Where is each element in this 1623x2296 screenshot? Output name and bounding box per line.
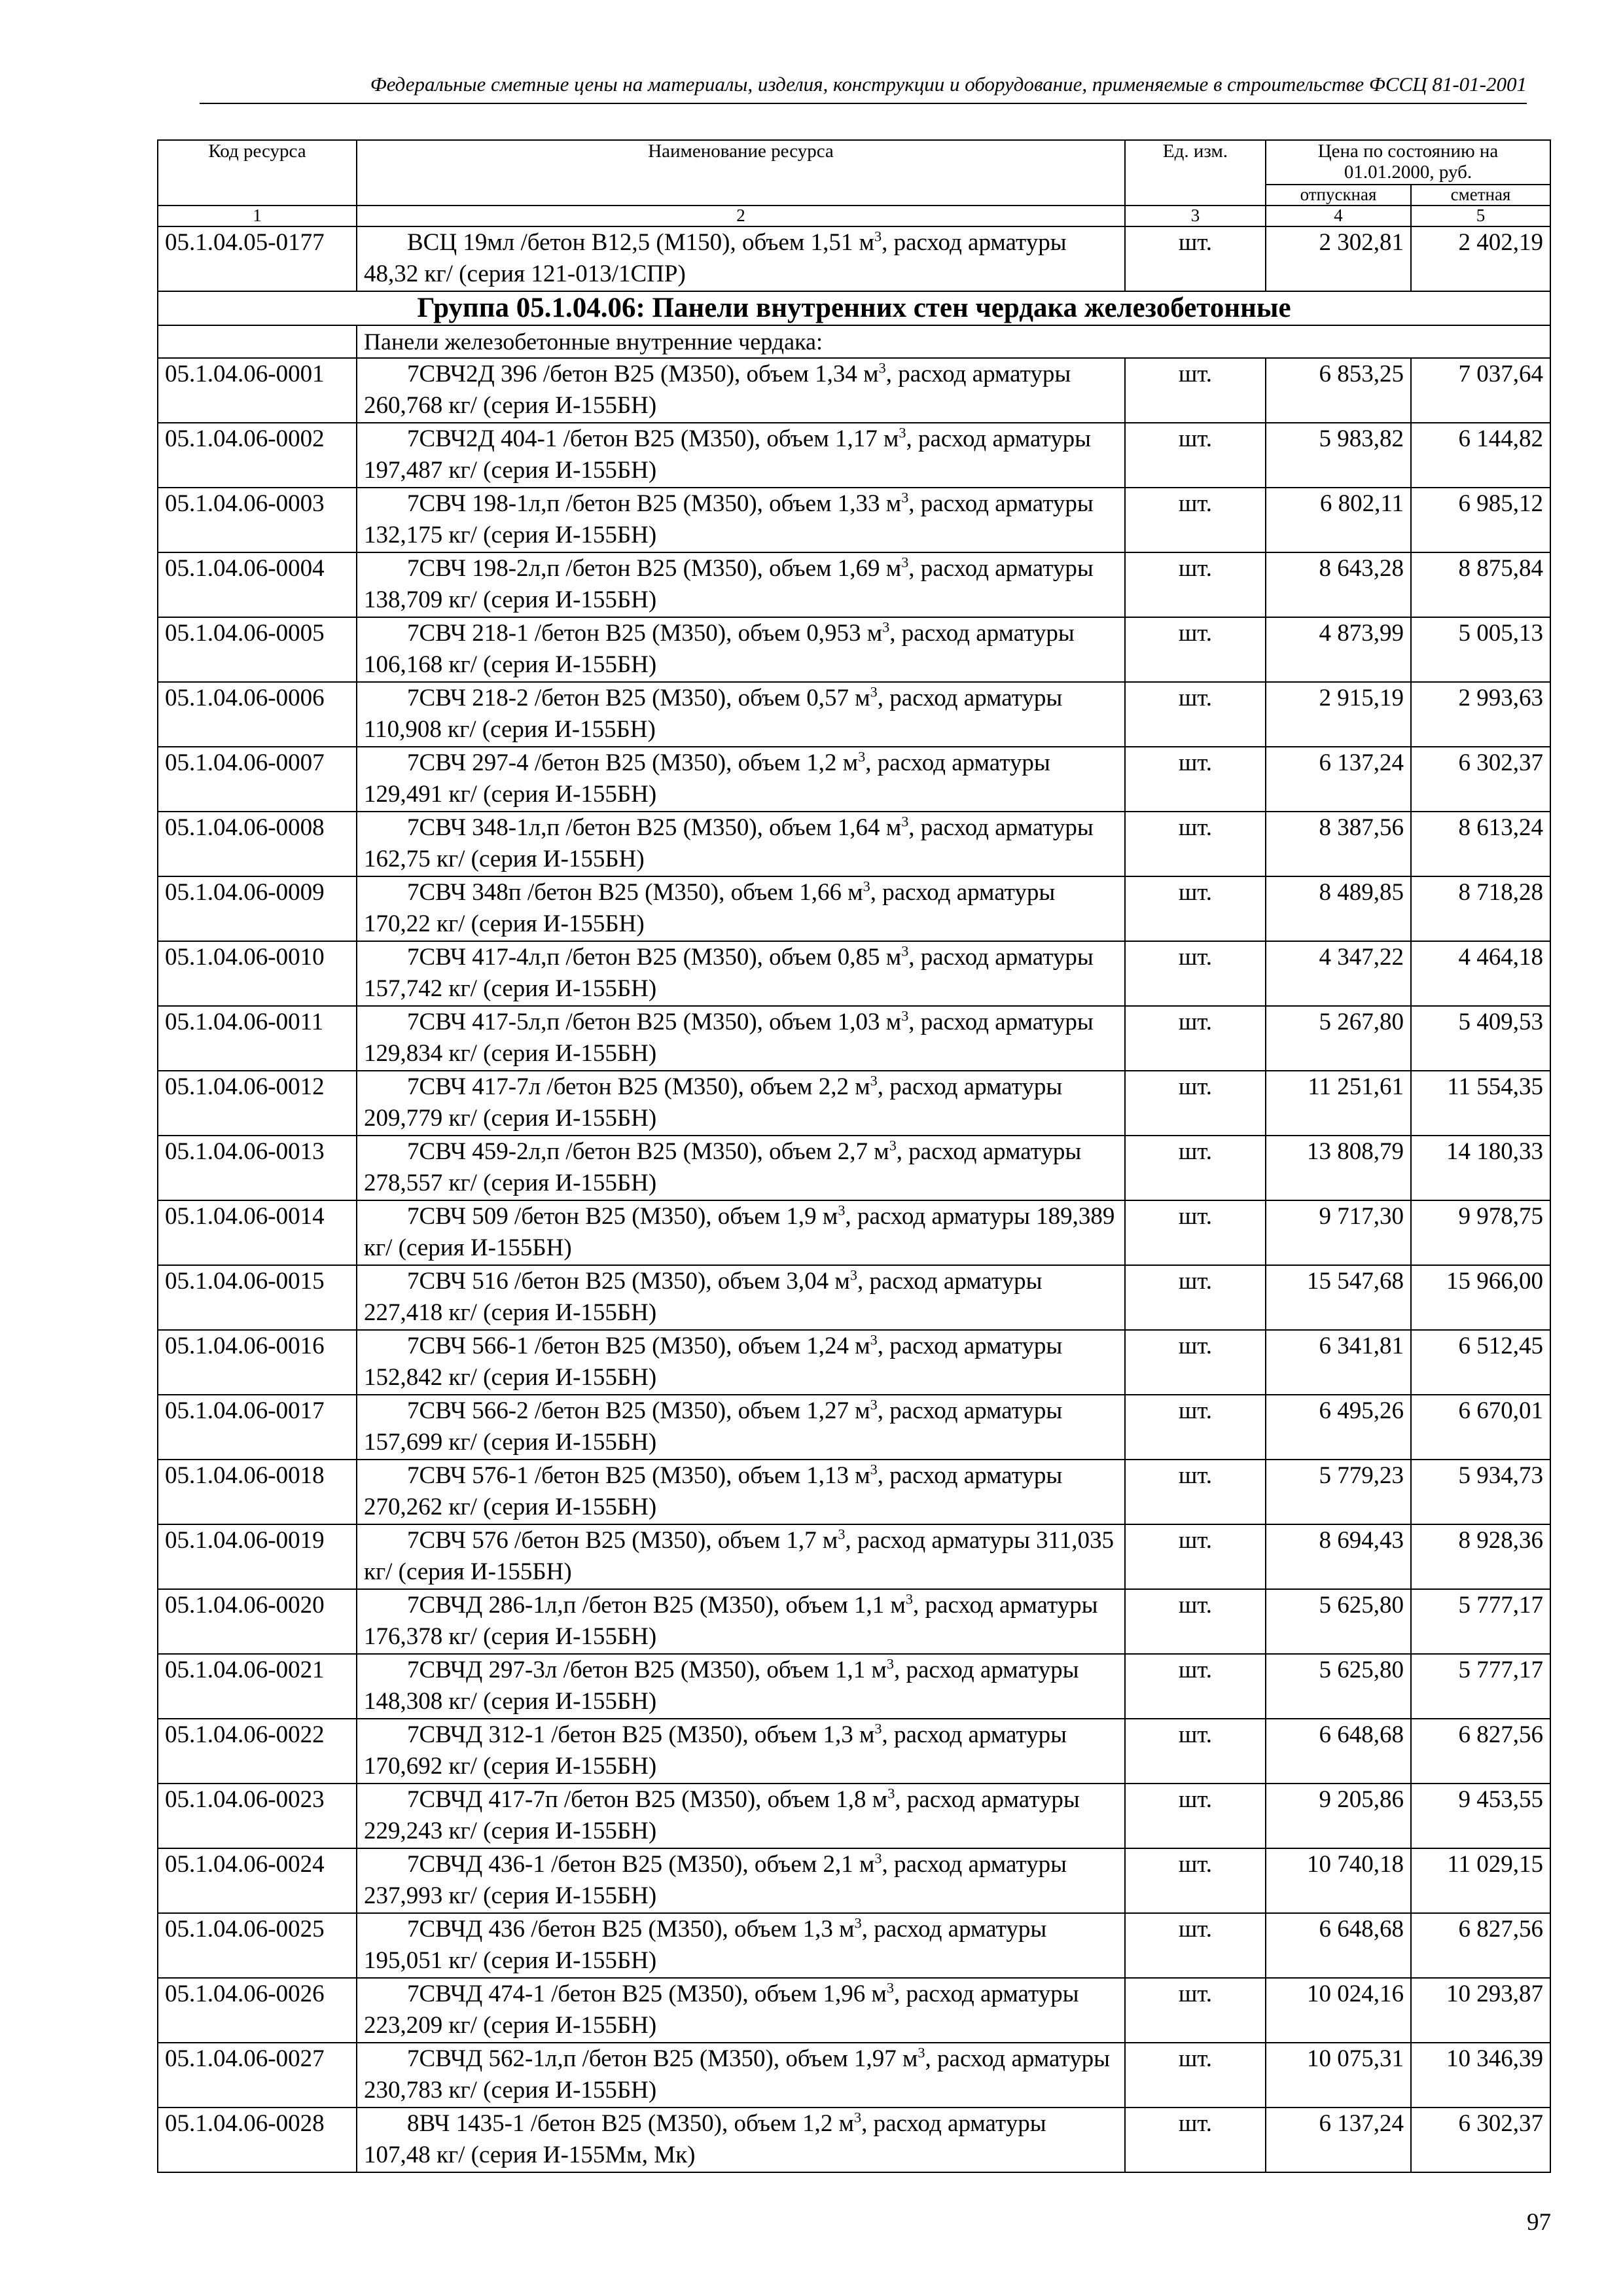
group-subtitle: Панели железобетонные внутренние чердака: [357, 325, 1550, 358]
resource-code: 05.1.04.06-0009 [158, 876, 357, 941]
release-price: 6 137,24 [1266, 747, 1411, 812]
resource-name: 7СВЧ 566-1 /бетон В25 (М350), объем 1,24 $м^3$, расход арматуры 152,842 кг/ (серия И-155БН) [357, 1330, 1125, 1395]
release-price: 8 694,43 [1266, 1524, 1411, 1589]
resource-name: 7СВЧ 218-1 /бетон В25 (М350), объем 0,953 $м^3$, расход арматуры 106,168 кг/ (серия И-155БН) [357, 617, 1125, 682]
table-row [158, 941, 1550, 1006]
resource-name: 8ВЧ 1435-1 /бетон В25 (М350), объем 1,2 $м^3$, расход арматуры 107,48 кг/ (серия И-155Мм, Мк) [357, 2108, 1125, 2172]
resource-code: 05.1.04.06-0006 [158, 682, 357, 747]
header-code: Код ресурса [158, 140, 357, 206]
resource-code: 05.1.04.06-0019 [158, 1524, 357, 1589]
estimate-price: 5 409,53 [1411, 1006, 1550, 1071]
resource-name: 7СВЧД 436 /бетон В25 (М350), объем 1,3 $м^3$, расход арматуры 195,051 кг/ (серия И-155БН) [357, 1913, 1125, 1978]
header-price-group: Цена по состоянию на 01.01.2000, руб. [1266, 140, 1550, 185]
estimate-price: 14 180,33 [1411, 1136, 1550, 1200]
release-price: 6 648,68 [1266, 1719, 1411, 1784]
resource-name: 7СВЧ 459-2л,п /бетон В25 (М350), объем 2,7 $м^3$, расход арматуры 278,557 кг/ (серия И-155БН) [357, 1136, 1125, 1200]
table-row [158, 552, 1550, 617]
unit: шт. [1125, 617, 1266, 682]
release-price: 15 547,68 [1266, 1265, 1411, 1330]
unit: шт. [1125, 1136, 1266, 1200]
resource-code: 05.1.04.06-0005 [158, 617, 357, 682]
resource-code: 05.1.04.06-0025 [158, 1913, 357, 1978]
estimate-price: 4 464,18 [1411, 941, 1550, 1006]
resource-name: 7СВЧ 218-2 /бетон В25 (М350), объем 0,57 $м^3$, расход арматуры 110,908 кг/ (серия И-155БН) [357, 682, 1125, 747]
page-number: 97 [1527, 2209, 1551, 2236]
estimate-price: 6 144,82 [1411, 423, 1550, 488]
resource-code: 05.1.04.05-0177 [158, 226, 357, 291]
running-header: Федеральные сметные цены на материалы, изделия, конструкции и оборудование, применяемые в строительстве ФССЦ 81-01-2001 [370, 73, 1527, 96]
table-row [158, 423, 1550, 488]
table-row [158, 1978, 1550, 2043]
table-row [158, 747, 1550, 812]
table-row [158, 488, 1550, 552]
resource-name: 7СВЧ 566-2 /бетон В25 (М350), объем 1,27 $м^3$, расход арматуры 157,699 кг/ (серия И-155БН) [357, 1395, 1125, 1460]
resource-code: 05.1.04.06-0020 [158, 1589, 357, 1654]
release-price: 4 347,22 [1266, 941, 1411, 1006]
resource-name: 7СВЧД 474-1 /бетон В25 (М350), объем 1,96 $м^3$, расход арматуры 223,209 кг/ (серия И-155БН) [357, 1978, 1125, 2043]
unit: шт. [1125, 1589, 1266, 1654]
table-row [158, 1719, 1550, 1784]
table-row [158, 2043, 1550, 2108]
unit: шт. [1125, 876, 1266, 941]
estimate-price: 10 346,39 [1411, 2043, 1550, 2108]
resource-name: 7СВЧ 509 /бетон В25 (М350), объем 1,9 $м^3$, расход арматуры 189,389 кг/ (серия И-155БН) [357, 1200, 1125, 1265]
release-price: 5 625,80 [1266, 1589, 1411, 1654]
resource-code: 05.1.04.06-0013 [158, 1136, 357, 1200]
release-price: 9 717,30 [1266, 1200, 1411, 1265]
resource-name: 7СВЧ 198-1л,п /бетон В25 (М350), объем 1,33 $м^3$, расход арматуры 132,175 кг/ (серия И-155БН) [357, 488, 1125, 552]
unit: шт. [1125, 552, 1266, 617]
unit: шт. [1125, 488, 1266, 552]
unit: шт. [1125, 2108, 1266, 2172]
group-title: Группа 05.1.04.06: Панели внутренних стен чердака железобетонные [158, 291, 1550, 325]
table-row [158, 226, 1550, 291]
unit: шт. [1125, 747, 1266, 812]
resource-code: 05.1.04.06-0023 [158, 1784, 357, 1848]
release-price: 6 495,26 [1266, 1395, 1411, 1460]
resource-name: 7СВЧ 348-1л,п /бетон В25 (М350), объем 1,64 $м^3$, расход арматуры 162,75 кг/ (серия И-155БН) [357, 812, 1125, 876]
estimate-price: 15 966,00 [1411, 1265, 1550, 1330]
group-heading-row [158, 291, 1550, 325]
estimate-price: 9 978,75 [1411, 1200, 1550, 1265]
table-row [158, 1654, 1550, 1719]
resource-code: 05.1.04.06-0008 [158, 812, 357, 876]
resource-name: 7СВЧ 198-2л,п /бетон В25 (М350), объем 1,69 $м^3$, расход арматуры 138,709 кг/ (серия И-155БН) [357, 552, 1125, 617]
estimate-price: 6 302,37 [1411, 747, 1550, 812]
table-row [158, 1265, 1550, 1330]
resource-name: 7СВЧ 516 /бетон В25 (М350), объем 3,04 $м^3$, расход арматуры 227,418 кг/ (серия И-155БН) [357, 1265, 1125, 1330]
release-price: 10 075,31 [1266, 2043, 1411, 2108]
release-price: 9 205,86 [1266, 1784, 1411, 1848]
header-name: Наименование ресурса [357, 140, 1125, 206]
estimate-price: 8 718,28 [1411, 876, 1550, 941]
release-price: 11 251,61 [1266, 1071, 1411, 1136]
unit: шт. [1125, 812, 1266, 876]
estimate-price: 2 402,19 [1411, 226, 1550, 291]
resource-code: 05.1.04.06-0022 [158, 1719, 357, 1784]
resource-name: ВСЦ 19мл /бетон В12,5 (М150), объем 1,51 $м^3$, расход арматуры 48,32 кг/ (серия 121-013/1СПР) [357, 226, 1125, 291]
column-number: 1 [158, 206, 357, 226]
resource-name: 7СВЧ2Д 396 /бетон В25 (М350), объем 1,34 $м^3$, расход арматуры 260,768 кг/ (серия И-155БН) [357, 358, 1125, 423]
release-price: 6 648,68 [1266, 1913, 1411, 1978]
table-row [158, 1330, 1550, 1395]
table-row [158, 2108, 1550, 2172]
table-row [158, 1524, 1550, 1589]
unit: шт. [1125, 1524, 1266, 1589]
unit: шт. [1125, 1330, 1266, 1395]
resource-code: 05.1.04.06-0016 [158, 1330, 357, 1395]
release-price: 8 387,56 [1266, 812, 1411, 876]
resource-name: 7СВЧД 417-7п /бетон В25 (М350), объем 1,8 $м^3$, расход арматуры 229,243 кг/ (серия И-155БН) [357, 1784, 1125, 1848]
unit: шт. [1125, 1200, 1266, 1265]
estimate-price: 5 005,13 [1411, 617, 1550, 682]
header-rule [200, 103, 1527, 104]
estimate-price: 6 985,12 [1411, 488, 1550, 552]
resource-name: 7СВЧ2Д 404-1 /бетон В25 (М350), объем 1,17 $м^3$, расход арматуры 197,487 кг/ (серия И-155БН) [357, 423, 1125, 488]
release-price: 6 802,11 [1266, 488, 1411, 552]
unit: шт. [1125, 423, 1266, 488]
release-price: 10 024,16 [1266, 1978, 1411, 2043]
release-price: 5 779,23 [1266, 1460, 1411, 1524]
table-row [158, 617, 1550, 682]
column-number: 3 [1125, 206, 1266, 226]
resource-code: 05.1.04.06-0027 [158, 2043, 357, 2108]
column-number: 5 [1411, 206, 1550, 226]
estimate-price: 6 827,56 [1411, 1913, 1550, 1978]
table-row [158, 1136, 1550, 1200]
estimate-price: 11 554,35 [1411, 1071, 1550, 1136]
unit: шт. [1125, 1395, 1266, 1460]
resource-code: 05.1.04.06-0003 [158, 488, 357, 552]
unit: шт. [1125, 1654, 1266, 1719]
release-price: 10 740,18 [1266, 1848, 1411, 1913]
unit: шт. [1125, 1913, 1266, 1978]
resource-code: 05.1.04.06-0002 [158, 423, 357, 488]
resource-code: 05.1.04.06-0012 [158, 1071, 357, 1136]
table-row [158, 1006, 1550, 1071]
estimate-price: 8 613,24 [1411, 812, 1550, 876]
empty-cell [158, 325, 357, 358]
release-price: 5 267,80 [1266, 1006, 1411, 1071]
release-price: 6 137,24 [1266, 2108, 1411, 2172]
table-row [158, 1589, 1550, 1654]
estimate-price: 9 453,55 [1411, 1784, 1550, 1848]
unit: шт. [1125, 1460, 1266, 1524]
resource-name: 7СВЧ 417-5л,п /бетон В25 (М350), объем 1,03 $м^3$, расход арматуры 129,834 кг/ (серия И-155БН) [357, 1006, 1125, 1071]
unit: шт. [1125, 941, 1266, 1006]
resource-code: 05.1.04.06-0018 [158, 1460, 357, 1524]
estimate-price: 6 670,01 [1411, 1395, 1550, 1460]
column-number: 2 [357, 206, 1125, 226]
estimate-price: 6 302,37 [1411, 2108, 1550, 2172]
header-estimate-price: сметная [1411, 185, 1550, 206]
group-subtitle-row [158, 325, 1550, 358]
resource-name: 7СВЧ 417-4л,п /бетон В25 (М350), объем 0,85 $м^3$, расход арматуры 157,742 кг/ (серия И-155БН) [357, 941, 1125, 1006]
estimate-price: 2 993,63 [1411, 682, 1550, 747]
estimate-price: 8 928,36 [1411, 1524, 1550, 1589]
table-row [158, 358, 1550, 423]
release-price: 8 643,28 [1266, 552, 1411, 617]
resource-name: 7СВЧ 297-4 /бетон В25 (М350), объем 1,2 $м^3$, расход арматуры 129,491 кг/ (серия И-155БН) [357, 747, 1125, 812]
estimate-price: 10 293,87 [1411, 1978, 1550, 2043]
resource-code: 05.1.04.06-0026 [158, 1978, 357, 2043]
estimate-price: 11 029,15 [1411, 1848, 1550, 1913]
table-row [158, 1460, 1550, 1524]
table-row [158, 1784, 1550, 1848]
resource-code: 05.1.04.06-0014 [158, 1200, 357, 1265]
table-row [158, 1071, 1550, 1136]
resource-name: 7СВЧ 576 /бетон В25 (М350), объем 1,7 $м^3$, расход арматуры 311,035 кг/ (серия И-155БН) [357, 1524, 1125, 1589]
resource-name: 7СВЧ 417-7л /бетон В25 (М350), объем 2,2 $м^3$, расход арматуры 209,779 кг/ (серия И-155БН) [357, 1071, 1125, 1136]
unit: шт. [1125, 1978, 1266, 2043]
release-price: 2 915,19 [1266, 682, 1411, 747]
resource-name: 7СВЧД 312-1 /бетон В25 (М350), объем 1,3 $м^3$, расход арматуры 170,692 кг/ (серия И-155БН) [357, 1719, 1125, 1784]
unit: шт. [1125, 1006, 1266, 1071]
unit: шт. [1125, 1784, 1266, 1848]
estimate-price: 7 037,64 [1411, 358, 1550, 423]
unit: шт. [1125, 1848, 1266, 1913]
unit: шт. [1125, 1265, 1266, 1330]
resource-name: 7СВЧД 562-1л,п /бетон В25 (М350), объем 1,97 $м^3$, расход арматуры 230,783 кг/ (серия И-155БН) [357, 2043, 1125, 2108]
resource-name: 7СВЧ 576-1 /бетон В25 (М350), объем 1,13 $м^3$, расход арматуры 270,262 кг/ (серия И-155БН) [357, 1460, 1125, 1524]
resource-name: 7СВЧД 297-3л /бетон В25 (М350), объем 1,1 $м^3$, расход арматуры 148,308 кг/ (серия И-155БН) [357, 1654, 1125, 1719]
estimate-price: 6 827,56 [1411, 1719, 1550, 1784]
resource-code: 05.1.04.06-0007 [158, 747, 357, 812]
resource-code: 05.1.04.06-0017 [158, 1395, 357, 1460]
table-row [158, 682, 1550, 747]
column-number: 4 [1266, 206, 1411, 226]
resource-code: 05.1.04.06-0010 [158, 941, 357, 1006]
unit: шт. [1125, 226, 1266, 291]
release-price: 5 983,82 [1266, 423, 1411, 488]
header-unit: Ед. изм. [1125, 140, 1266, 206]
table-row [158, 876, 1550, 941]
resource-code: 05.1.04.06-0015 [158, 1265, 357, 1330]
resource-name: 7СВЧД 436-1 /бетон В25 (М350), объем 2,1 $м^3$, расход арматуры 237,993 кг/ (серия И-155БН) [357, 1848, 1125, 1913]
table-row [158, 812, 1550, 876]
resource-code: 05.1.04.06-0001 [158, 358, 357, 423]
resource-code: 05.1.04.06-0021 [158, 1654, 357, 1719]
release-price: 13 808,79 [1266, 1136, 1411, 1200]
release-price: 2 302,81 [1266, 226, 1411, 291]
estimate-price: 5 934,73 [1411, 1460, 1550, 1524]
unit: шт. [1125, 2043, 1266, 2108]
unit: шт. [1125, 682, 1266, 747]
resource-code: 05.1.04.06-0028 [158, 2108, 357, 2172]
release-price: 8 489,85 [1266, 876, 1411, 941]
estimate-price: 6 512,45 [1411, 1330, 1550, 1395]
estimate-price: 5 777,17 [1411, 1654, 1550, 1719]
resource-name: 7СВЧ 348п /бетон В25 (М350), объем 1,66 $м^3$, расход арматуры 170,22 кг/ (серия И-155БН) [357, 876, 1125, 941]
table-row [158, 1848, 1550, 1913]
resource-code: 05.1.04.06-0024 [158, 1848, 357, 1913]
unit: шт. [1125, 358, 1266, 423]
release-price: 6 853,25 [1266, 358, 1411, 423]
release-price: 4 873,99 [1266, 617, 1411, 682]
release-price: 6 341,81 [1266, 1330, 1411, 1395]
release-price: 5 625,80 [1266, 1654, 1411, 1719]
unit: шт. [1125, 1071, 1266, 1136]
resource-name: 7СВЧД 286-1л,п /бетон В25 (М350), объем 1,1 $м^3$, расход арматуры 176,378 кг/ (серия И-155БН) [357, 1589, 1125, 1654]
price-table [157, 139, 1551, 2173]
estimate-price: 5 777,17 [1411, 1589, 1550, 1654]
table-row [158, 1913, 1550, 1978]
table-row [158, 1200, 1550, 1265]
estimate-price: 8 875,84 [1411, 552, 1550, 617]
resource-code: 05.1.04.06-0011 [158, 1006, 357, 1071]
unit: шт. [1125, 1719, 1266, 1784]
header-release-price: отпускная [1266, 185, 1411, 206]
resource-code: 05.1.04.06-0004 [158, 552, 357, 617]
table-row [158, 1395, 1550, 1460]
